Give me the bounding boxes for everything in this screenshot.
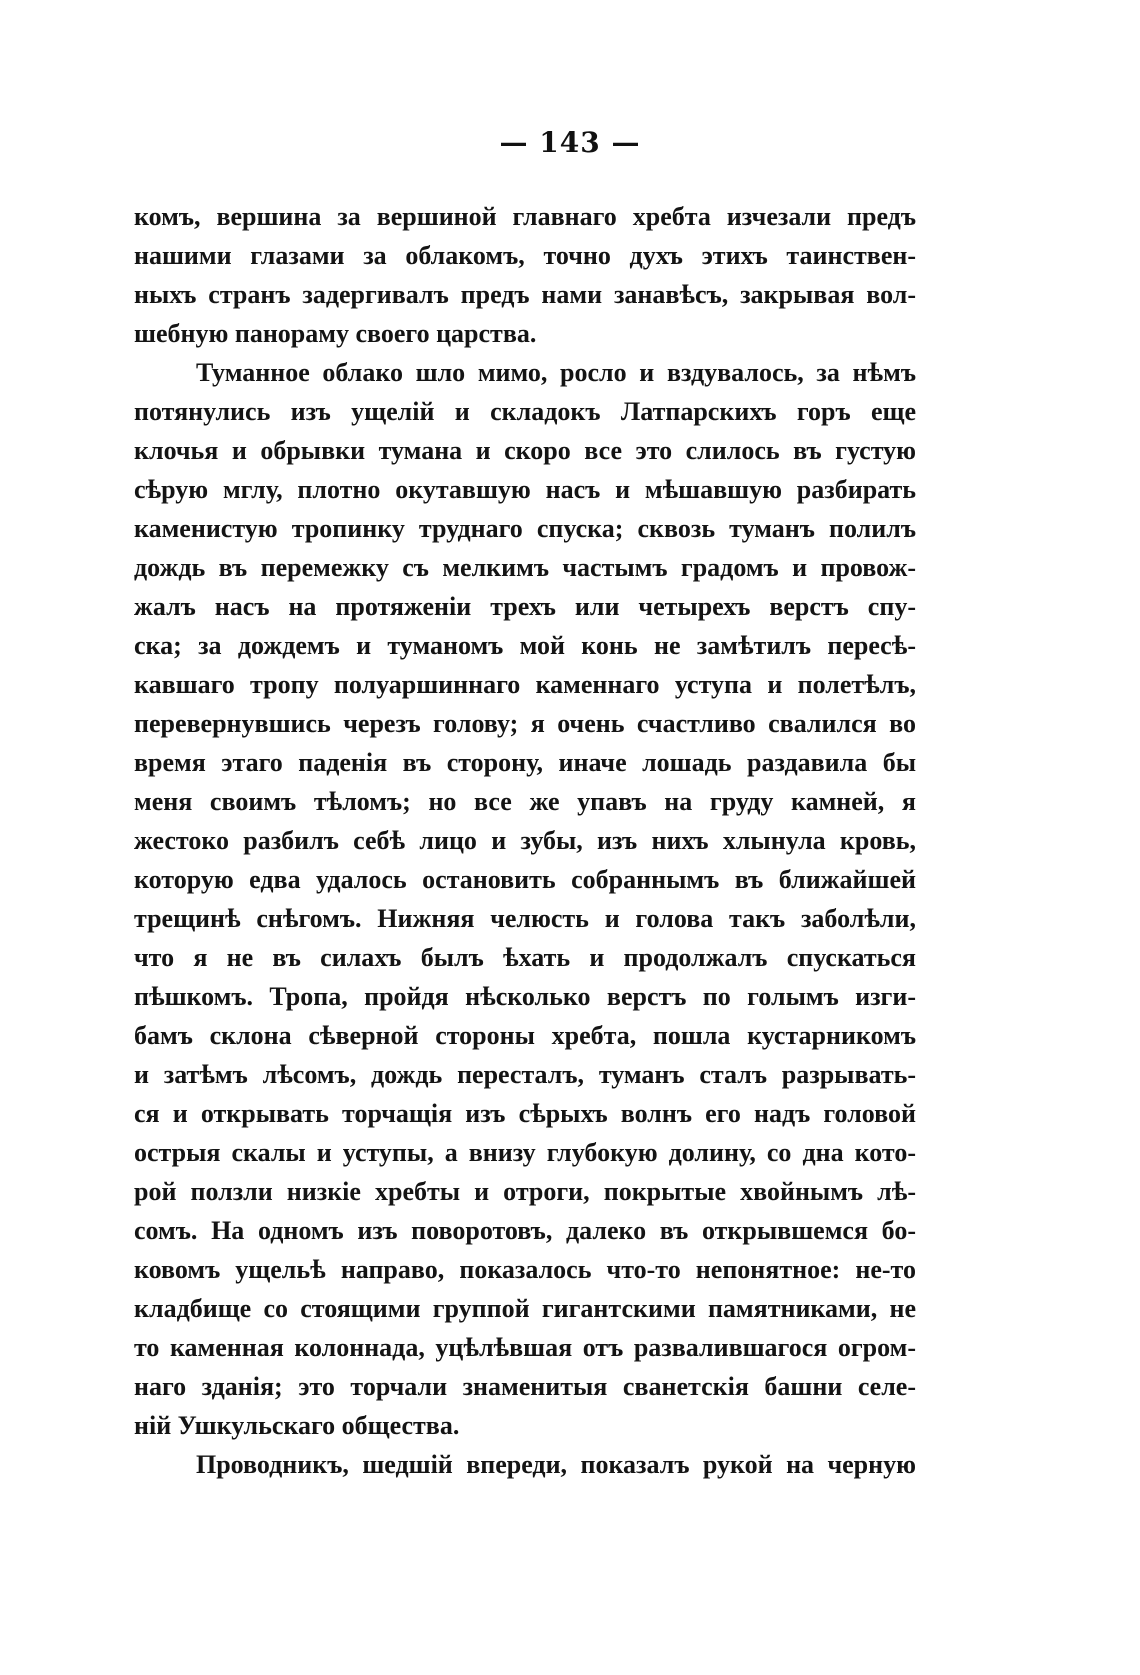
paragraph-first-line: Проводникъ, шедшій впереди, показалъ рукой на черную [196,1450,916,1479]
text-line: наго зданія; это торчали знаменитыя сванетскія башни селе- [134,1372,916,1401]
page-number: — 143 — [499,126,641,159]
text-line: ска; за дождемъ и туманомъ мой конь не замѣтилъ пересѣ- [134,631,916,660]
text-line: пѣшкомъ. Тропа, пройдя нѣсколько верстъ по голымъ изги- [134,982,916,1011]
text-line: нашими глазами за облакомъ, точно духъ этихъ таинствен- [134,241,916,270]
text-line: ковомъ ущельѣ направо, показалось что-то непонятное: не-то [134,1255,916,1284]
text-line: комъ, вершина за вершиной главнаго хребта изчезали предъ [134,202,916,231]
text-line: и затѣмъ лѣсомъ, дождь пересталъ, туманъ сталъ разрывать- [134,1060,916,1089]
text-line: которую едва удалось остановить собраннымъ въ ближайшей [134,865,916,894]
text-line: потянулись изъ ущелій и складокъ Латпарскихъ горъ еще [134,397,916,426]
text-line: сомъ. На одномъ изъ поворотовъ, далеко въ открывшемся бо- [134,1216,916,1245]
paragraph-first-line: Туманное облако шло мимо, росло и вздувалось, за нѣмъ [196,358,916,387]
text-line: острыя скалы и уступы, а внизу глубокую долину, со дна кото- [134,1138,916,1167]
text-line: каменистую тропинку труднаго спуска; сквозь туманъ полилъ [134,514,916,543]
text-line: время этаго паденія въ сторону, иначе лошадь раздавила бы [134,748,916,777]
text-line: ній Ушкульскаго общества. [134,1411,460,1440]
text-line: кавшаго тропу полуаршиннаго каменнаго уступа и полетѣлъ, [134,670,916,699]
text-line: кладбище со стоящими группой гигантскими памятниками, не [134,1294,916,1323]
text-line: ныхъ странъ задергивалъ предъ нами занавѣсъ, закрывая вол- [134,280,916,309]
text-line: что я не въ силахъ былъ ѣхать и продолжалъ спускаться [134,943,916,972]
text-line: меня своимъ тѣломъ; но все же упавъ на груду камней, я [134,787,916,816]
text-line: рой ползли низкіе хребты и отроги, покрытые хвойнымъ лѣ- [134,1177,916,1206]
text-line: сѣрую мглу, плотно окутавшую насъ и мѣшавшую разбирать [134,475,916,504]
body-text [134,197,916,1484]
text-line: дождь въ перемежку съ мелкимъ частымъ градомъ и провож- [134,553,916,582]
text-line: ся и открывать торчащія изъ сѣрыхъ волнъ его надъ головой [134,1099,916,1128]
text-line: перевернувшись черезъ голову; я очень счастливо свалился во [134,709,916,738]
text-line: бамъ склона сѣверной стороны хребта, пошла кустарникомъ [134,1021,916,1050]
text-line: шебную панораму своего царства. [134,319,537,348]
text-line: жалъ насъ на протяженіи трехъ или четырехъ верстъ спу- [134,592,916,621]
text-line: клочья и обрывки тумана и скоро все это слилось въ густую [134,436,916,465]
text-line: то каменная колоннада, уцѣлѣвшая отъ развалившагося огром- [134,1333,916,1362]
text-line: трещинѣ снѣгомъ. Нижняя челюсть и голова такъ заболѣли, [134,904,916,933]
text-line: жестоко разбилъ себѣ лицо и зубы, изъ нихъ хлынула кровь, [134,826,916,855]
